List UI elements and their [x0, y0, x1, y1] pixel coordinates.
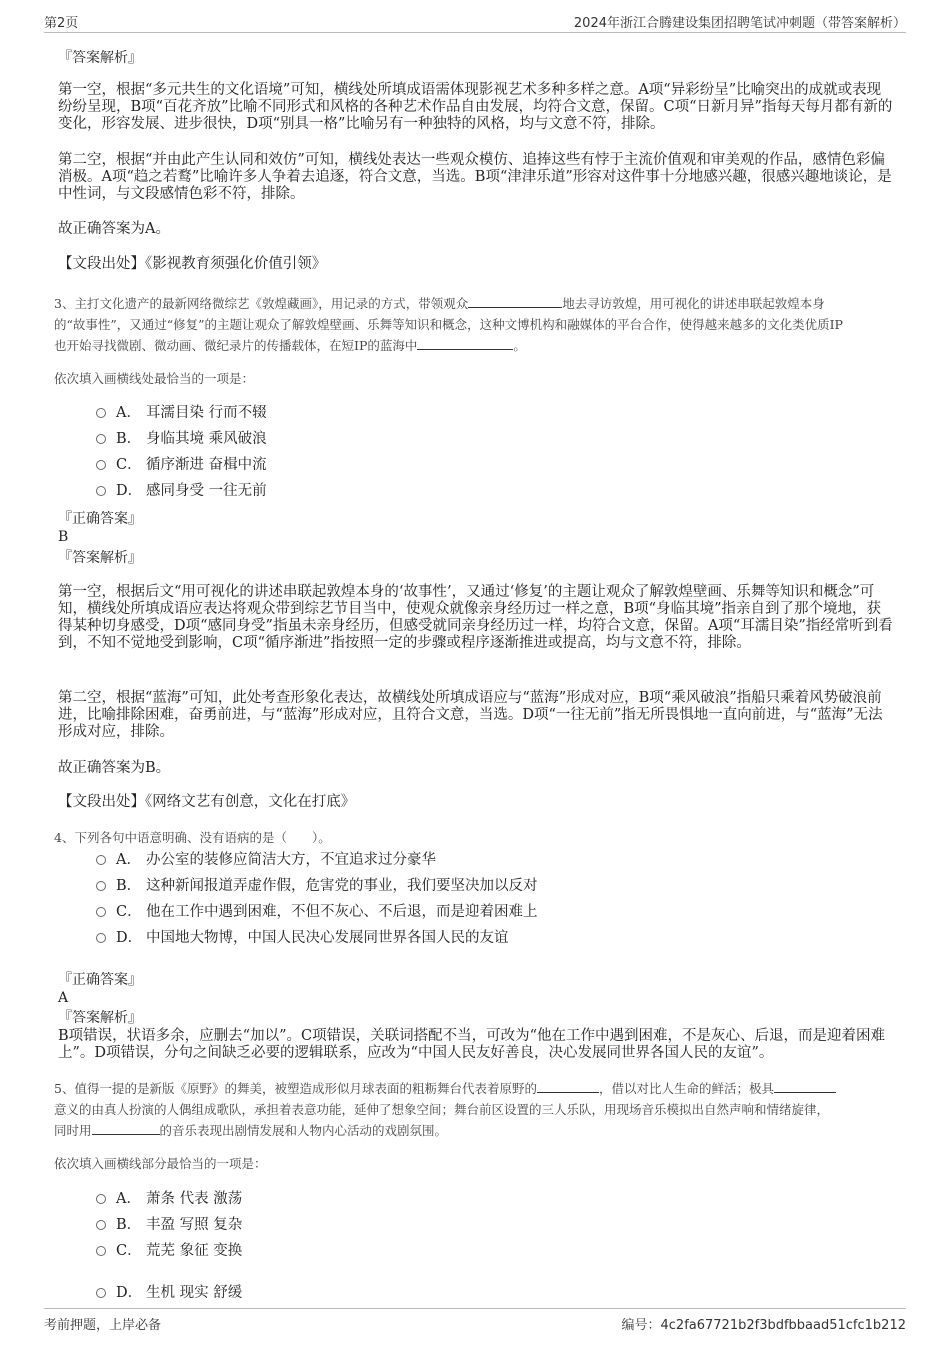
option-letter: B． — [116, 878, 142, 894]
option-text: 荒芜 象征 变换 — [146, 1243, 243, 1259]
option-text: 感同身受 一往无前 — [146, 483, 267, 499]
q2-analysis-para-1: 第一空，根据“多元共生的文化语境”可知，横线处所填成语需体现影视艺术多种多样之意。A项“异彩纷呈”比喻突出的成就或表现纷纷呈现，B项“百花齐放”比喻不同形式和风格的各种艺术作品自由发展，均符合文意，保留。C项“日新月异”指每天每月都有新的变化，形容发展、进步很快，D项“别具一格”比喻另有一种独特的风格，均与文意不符，排除。 — [58, 82, 893, 132]
radio-icon[interactable] — [96, 1220, 106, 1230]
q3-conclusion: 故正确答案为B。 — [58, 760, 171, 776]
option-text: 循序渐进 奋楫中流 — [146, 457, 267, 473]
radio-icon[interactable] — [96, 1194, 106, 1204]
document-title: 2024年浙江合腾建设集团招聘笔试冲刺题（带答案解析） — [573, 16, 906, 31]
fill-blank — [92, 1122, 160, 1135]
fill-blank — [468, 295, 562, 308]
option-letter: C． — [116, 457, 142, 473]
option-text: 身临其境 乘风破浪 — [146, 431, 267, 447]
q3-stem — [54, 293, 899, 356]
q4-answer-label: 『正确答案』 — [58, 972, 142, 988]
q3-source: 【文段出处】《网络文艺有创意，文化在打底》 — [58, 794, 356, 810]
q3-analysis-label: 『答案解析』 — [58, 550, 142, 566]
option-text: 中国地大物博，中国人民决心发展同世界各国人民的友谊 — [146, 930, 509, 946]
option-letter: B． — [116, 1217, 142, 1233]
q4-analysis: B项错误，状语多余，应删去“加以”。C项错误，关联词搭配不当，可改为“他在工作中遇到困难，不是灰心、后退，而是迎着困难上”。D项错误，分句之间缺乏必要的逻辑联系，应改为“中国人民友好善良，决心发展同世界各国人民的友谊”。 — [58, 1028, 885, 1061]
option-text: 丰盈 写照 复杂 — [146, 1217, 243, 1233]
q5-stem — [54, 1078, 899, 1141]
option-text: 这种新闻报道弄虚作假，危害党的事业，我们要坚决加以反对 — [146, 878, 538, 894]
q4-analysis-label: 『答案解析』 — [58, 1010, 142, 1026]
document-id: 编号：4c2fa67721b2f3bdfbbaad51cfc1b212 — [621, 1318, 906, 1333]
page-footer — [44, 1308, 906, 1333]
q2-source: 【文段出处】《影视教育须强化价值引领》 — [58, 256, 327, 272]
q3-stem-part: 也开始寻找微剧、微动画、微纪录片的传播载体，在短IP的蓝海中 — [54, 338, 418, 353]
q3-option-a[interactable] — [96, 403, 267, 423]
radio-icon[interactable] — [96, 907, 106, 917]
q4-stem: 4、下列各句中语意明确、没有语病的是（ ）。 — [54, 830, 331, 845]
q5-option-c[interactable] — [96, 1241, 242, 1261]
radio-icon[interactable] — [96, 855, 106, 865]
option-letter: A． — [116, 1191, 141, 1207]
option-letter: D． — [116, 483, 143, 499]
q4-answer: A — [58, 990, 69, 1006]
radio-icon[interactable] — [96, 1288, 106, 1298]
q3-option-c[interactable] — [96, 455, 267, 475]
fill-blank — [417, 337, 513, 350]
q5-stem-part: 5、值得一提的是新版《原野》的舞美，被塑造成形似月球表面的粗粝舞台代表着原野的 — [54, 1081, 537, 1096]
q4-option-a[interactable] — [96, 850, 436, 870]
q5-option-d[interactable] — [96, 1283, 242, 1303]
radio-icon[interactable] — [96, 1246, 106, 1256]
fill-blank — [537, 1080, 599, 1093]
q3-stem-part: 的“故事性”，又通过“修复”的主题让观众了解敦煌壁画、乐舞等知识和概念，这种文博机构和融媒体的平台合作，使得越来越多的文化类优质IP — [54, 317, 843, 332]
radio-icon[interactable] — [96, 460, 106, 470]
q4-option-c[interactable] — [96, 902, 538, 922]
q5-option-b[interactable] — [96, 1215, 242, 1235]
option-letter: C． — [116, 1243, 142, 1259]
page-header — [44, 10, 906, 33]
radio-icon[interactable] — [96, 434, 106, 444]
option-letter: D． — [116, 930, 143, 946]
option-letter: A． — [116, 405, 141, 421]
q5-stem-part: 的音乐表现出剧情发展和人物内心活动的戏剧氛围。 — [159, 1123, 448, 1138]
q3-option-b[interactable] — [96, 429, 267, 449]
option-text: 他在工作中遇到困难，不但不灰心、不后退，而是迎着困难上 — [146, 904, 538, 920]
q3-answer-label: 『正确答案』 — [58, 511, 142, 527]
option-text: 生机 现实 舒缓 — [146, 1285, 243, 1301]
option-letter: D． — [116, 1285, 143, 1301]
option-letter: C． — [116, 904, 142, 920]
q2-conclusion: 故正确答案为A。 — [58, 221, 170, 237]
q5-stem-part: ，借以对比人生命的鲜活；极具 — [598, 1081, 774, 1096]
fill-blank — [774, 1080, 836, 1093]
q3-analysis-para-1: 第一空，根据后文“用可视化的讲述串联起敦煌本身的‘故事性’，又通过‘修复’的主题让观众了解敦煌壁画、乐舞等知识和概念”可知，横线处所填成语应表达将观众带到综艺节目当中，使观众就像亲身经历过一样之意，B项“身临其境”指亲自到了那个境地，获得某种切身感受，D项“感同身受”指虽未亲身经历，但感受就同亲身经历过一样，均符合文意，保留。A项“耳濡目染”指经常听到看到，不知不觉地受到影响，C项“循序渐进”指按照一定的步骤或程序逐渐推进或提高，均与文意不符，排除。 — [58, 584, 893, 651]
q5-stem-part: 意义的由真人扮演的人偶组成歌队，承担着表意功能，延伸了想象空间；舞台前区设置的三人乐队，用现场音乐模拟出自然声响和情绪旋律， — [54, 1102, 830, 1117]
q3-prompt: 依次填入画横线处最恰当的一项是： — [54, 371, 255, 386]
footer-slogan: 考前押题，上岸必备 — [44, 1318, 162, 1333]
q3-analysis-para-2: 第二空，根据“蓝海”可知，此处考查形象化表达，故横线处所填成语应与“蓝海”形成对应，B项“乘风破浪”指船只乘着风势破浪前进，比喻排除困难，奋勇前进，与“蓝海”形成对应，且符合文意，当选。D项“一往无前”指无所畏惧地一直向前进，与“蓝海”无法形成对应，排除。 — [58, 690, 883, 740]
option-text: 耳濡目染 行而不辍 — [146, 405, 267, 421]
option-text: 办公室的装修应简洁大方，不宜追求过分豪华 — [146, 852, 436, 868]
page-number: 第2页 — [44, 16, 79, 31]
radio-icon[interactable] — [96, 408, 106, 418]
q5-option-a[interactable] — [96, 1189, 242, 1209]
option-text: 萧条 代表 激荡 — [146, 1191, 243, 1207]
q3-stem-part: 。 — [513, 338, 526, 353]
analysis-label: 『答案解析』 — [58, 50, 142, 66]
option-letter: B． — [116, 431, 142, 447]
radio-icon[interactable] — [96, 486, 106, 496]
q4-option-b[interactable] — [96, 876, 538, 896]
q4-option-d[interactable] — [96, 928, 509, 948]
q5-prompt: 依次填入画横线部分最恰当的一项是： — [54, 1156, 267, 1171]
radio-icon[interactable] — [96, 933, 106, 943]
q2-analysis-para-2: 第二空，根据“并由此产生认同和效仿”可知，横线处表达一些观众模仿、追捧这些有悖于主流价值观和审美观的作品，感情色彩偏消极。A项“趋之若鹜”比喻许多人争着去追逐，符合文意，当选。B项“津津乐道”形容对这件事十分地感兴趣，很感兴趣地谈论，是中性词，与文段感情色彩不符，排除。 — [58, 152, 892, 202]
q3-answer: B — [58, 529, 69, 545]
radio-icon[interactable] — [96, 881, 106, 891]
q3-stem-part: 地去寻访敦煌，用可视化的讲述串联起敦煌本身 — [562, 296, 825, 311]
q5-stem-part: 同时用 — [54, 1123, 92, 1138]
option-letter: A． — [116, 852, 141, 868]
q3-stem-part: 3、主打文化遗产的最新网络微综艺《敦煌藏画》，用记录的方式，带领观众 — [54, 296, 469, 311]
q3-option-d[interactable] — [96, 481, 267, 501]
